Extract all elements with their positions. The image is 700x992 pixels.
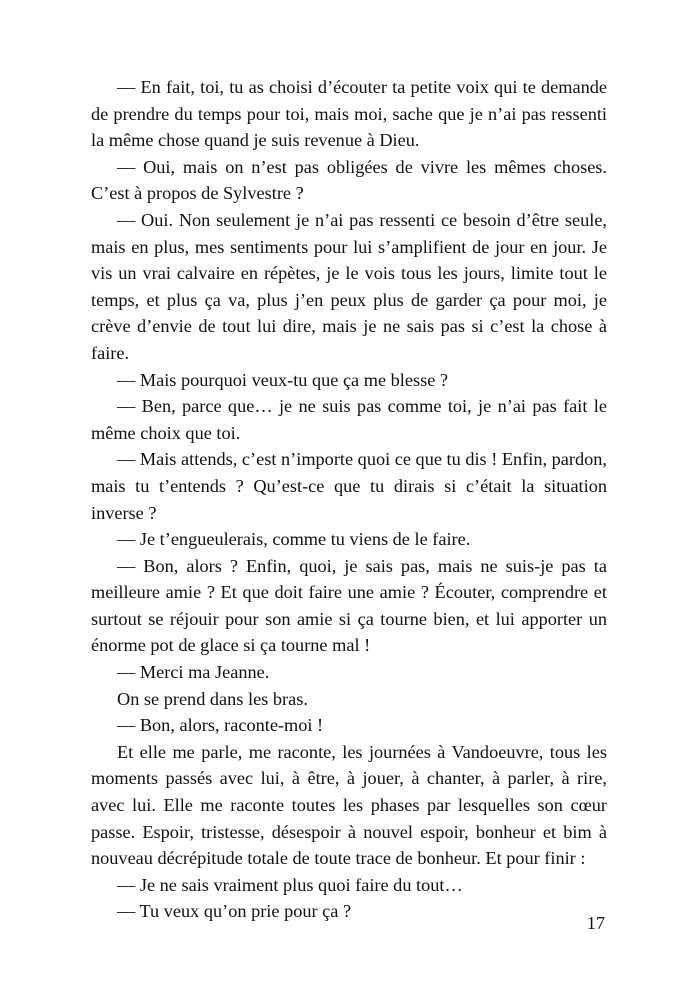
paragraph: — Mais attends, c’est n’importe quoi ce que tu dis ! Enfin, pardon, mais tu t’entends ? Qu’est-ce que tu dirais si c’était la situation inverse ?	[91, 449, 607, 523]
paragraph: — Tu veux qu’on prie pour ça ?	[117, 901, 352, 922]
paragraph: — Merci ma Jeanne.	[117, 662, 270, 683]
paragraph: — En fait, toi, tu as choisi d’écouter ta petite voix qui te demande de prendre du temps pour toi, mais moi, sache que je n’ai pas ressenti la même chose quand je suis revenue à Dieu.	[91, 77, 607, 151]
page-number: 17	[586, 913, 605, 933]
paragraph: — Bon, alors ? Enfin, quoi, je sais pas, mais ne suis-je pas ta meilleure amie ? Et que doit faire une amie ? Écouter, comprendre et surtout se réjouir pour son amie si ça tourne bien, et lui apporter un énorme pot de glace si ça tourne mal !	[91, 555, 607, 656]
paragraph: — Oui, mais on n’est pas obligées de vivre les mêmes choses. C’est à propos de Sylvestre ?	[91, 156, 607, 204]
paragraph: — Je ne sais vraiment plus quoi faire du tout…	[117, 874, 463, 895]
paragraph: — Ben, parce que… je ne suis pas comme toi, je n’ai pas fait le même choix que toi.	[91, 396, 607, 443]
paragraph: On se prend dans les bras.	[117, 688, 308, 709]
paragraph: — Mais pourquoi veux-tu que ça me blesse ?	[117, 369, 449, 390]
paragraph: Et elle me parle, me raconte, les journées à Vandoeuvre, tous les moments passés avec lui, à être, à jouer, à chanter, à parler, à rire, avec lui. Elle me raconte toutes les phases par lesquelles son cœur passe. Espoir, tristesse, désespoir à nouvel espoir, bonheur et bim à nouveau décrépitude totale de toute trace de bonheur. Et pour finir :	[91, 741, 607, 869]
paragraph: — Oui. Non seulement je n’ai pas ressenti ce besoin d’être seule, mais en plus, mes sentiments pour lui s’amplifient de jour en jour. Je vis un vrai calvaire en répètes, je le vois tous les jours, limite tout le temps, et plus ça va, plus j’en peux plus de garder ça pour moi, je crève d’envie de tout lui dire, mais je ne sais pas si c’est la chose à faire.	[91, 209, 607, 363]
paragraph: — Bon, alors, raconte-moi !	[117, 715, 324, 736]
page-body	[91, 74, 607, 925]
paragraph: — Je t’engueulerais, comme tu viens de le faire.	[117, 529, 471, 550]
